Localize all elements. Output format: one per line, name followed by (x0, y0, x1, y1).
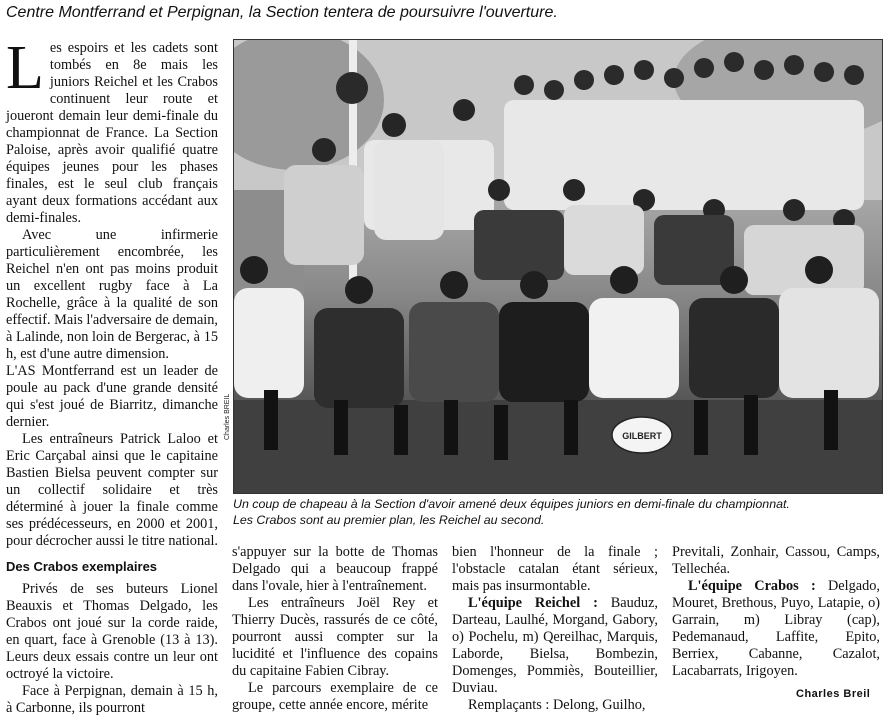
paragraph: L'AS Montferrand est un leader de poule au pack d'une grande densité qui s'est joué de Biarritz, dimanche dernier. (6, 363, 218, 430)
paragraph: Previtali, Zonhair, Cassou, Camps, Tellechéa. (672, 544, 880, 577)
caption-line-2: Les Crabos sont au premier plan, les Reichel au second. (233, 513, 545, 527)
photo-credit: Charles BREIL (224, 393, 231, 440)
paragraph: L'équipe Reichel : Bauduz, Darteau, Laulhé, Morgand, Gabory, o) Pochelu, m) Qereilhac, Marquis, Laborde, Bielsa, Bombezin, Domenges, Pommiès, Bouteillier, Duviau. (452, 595, 658, 696)
paragraph: Remplaçants : Delong, Guilho, (468, 697, 646, 713)
team-crabos-label: L'équipe Crabos : (688, 578, 816, 594)
paragraph: Les entraîneurs Joël Rey et Thierry Ducès, rassurés de ce côté, pourront aussi compter sur la lucidité et l'influence des copains du capitaine Fabien Cibray. (232, 595, 438, 679)
text-column-2 (232, 544, 438, 714)
paragraph: Privés de ses buteurs Lionel Beauxis et Thomas Delgado, les Crabos ont joué sur la corde raide, en quart, face à Grenoble (13 à 13). Leurs deux essais contre un leur ont octroyé la victoire. (6, 581, 218, 682)
paragraph: s'appuyer sur la botte de Thomas Delgado qui a beaucoup frappé dans l'ovale, hier à l'entraînement. (232, 544, 438, 594)
paragraph: Face à Perpignan, demain à 15 h, à Carbonne, ils pourront (6, 683, 218, 716)
ball-brand-text: GILBERT (622, 431, 662, 441)
team-reichel-label: L'équipe Reichel : (468, 595, 598, 611)
text-column-1 (6, 34, 218, 717)
team-photo-illustration (234, 40, 882, 493)
photo-caption (233, 496, 881, 528)
text-column-3 (452, 544, 658, 714)
paragraph: L'équipe Crabos : Delgado, Mouret, Brethous, Puyo, Latapie, o) Garrain, m) Libray (cap), Pedemanaud, Laffite, Epito, Berriex, Cabanne, Cazalot, Lacabarrats, Irigoyen. (672, 578, 880, 679)
section-subhead: Des Crabos exemplaires (6, 559, 158, 574)
paragraph: bien l'honneur de la finale ; l'obstacle catalan étant sérieux, mais pas insurmontable. (452, 544, 658, 594)
drop-cap: L (6, 34, 44, 102)
text-column-4 (672, 544, 880, 680)
paragraph: Les entraîneurs Patrick Laloo et Eric Carçabal ainsi que le capitaine Bastien Bielsa peuvent compter sur un collectif solidaire et très déterminé à jouer la finale comme ses prédécesseurs, en 2000 et 2001, pour décrocher aussi le titre national. (6, 431, 218, 549)
paragraph: Les espoirs et les cadets sont tombés en 8e mais les juniors Reichel et les Crabos continuent leur route et joueront demain leur demi-finale du championnat de France. La Section Paloise, après avoir qualifié quatre équipes jeunes pour les phases finales, est le seul club français ayant deux formations accédant aux demi-finales. (6, 34, 218, 226)
paragraph: Le parcours exemplaire de ce groupe, cette année encore, mérite (232, 680, 438, 713)
author-signature: Charles Breil (796, 688, 871, 700)
article-subtitle: Centre Montferrand et Perpignan, la Section tentera de poursuivre l'ouverture. (6, 4, 558, 21)
paragraph: Avec une infirmerie particulièrement encombrée, les Reichel n'en ont pas moins produit un excellent rugby face à La Rochelle, grâce à la qualité de son effectif. Mais l'adversaire de demain, à Lalinde, non loin de Bergerac, à 15 h, est d'une autre dimension. (6, 227, 218, 362)
team-photo (233, 39, 883, 494)
caption-line-1: Un coup de chapeau à la Section d'avoir amené deux équipes juniors en demi-finale du championnat. (233, 497, 790, 511)
